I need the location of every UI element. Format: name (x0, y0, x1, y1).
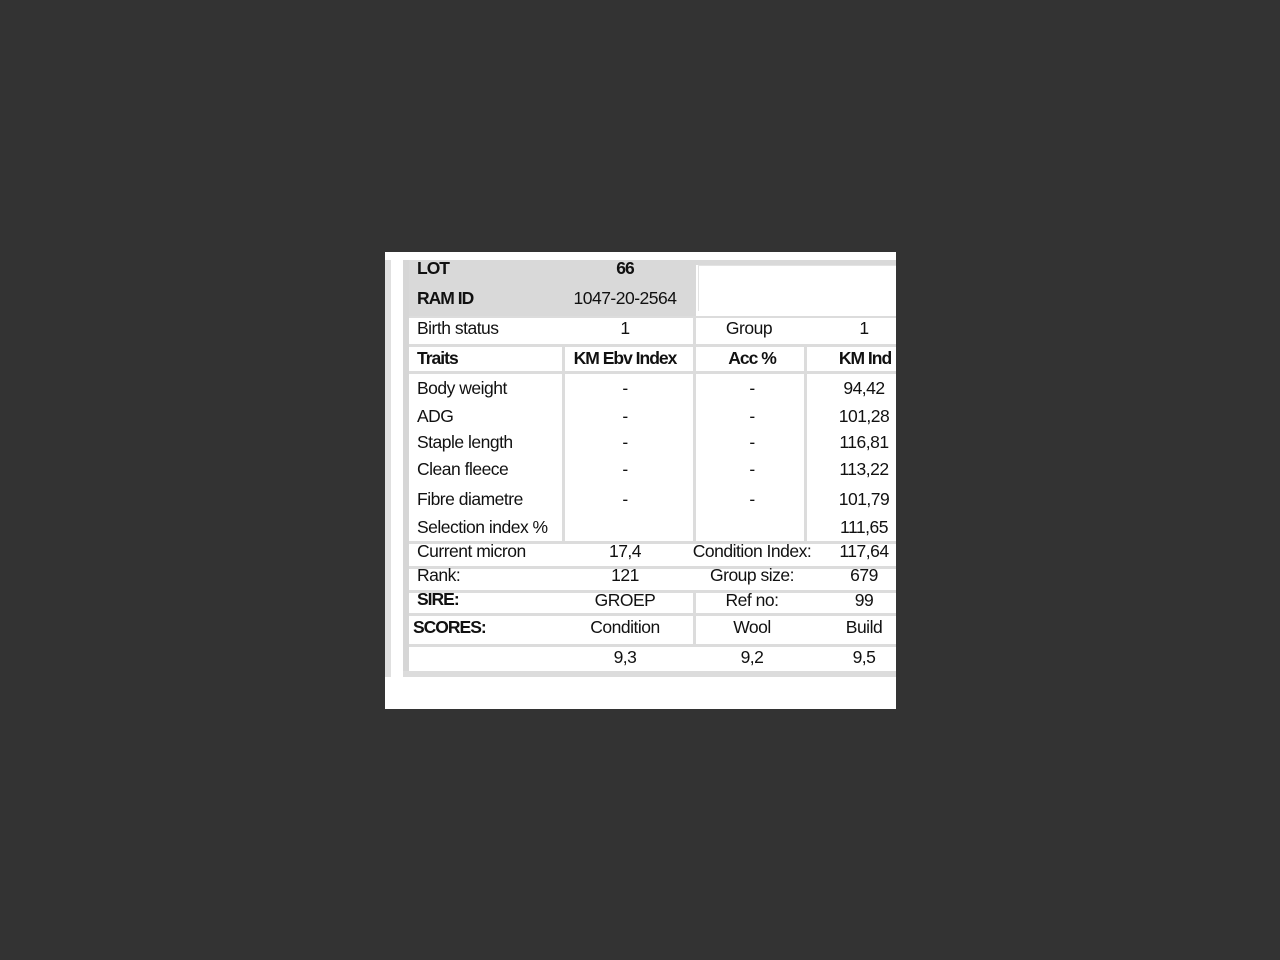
ram-id-label: RAM ID (417, 288, 474, 308)
ref-no-value: 99 (854, 590, 874, 610)
condition-index-value: 117,64 (839, 541, 889, 561)
trait-ebv: - (622, 459, 628, 479)
trait-name: Staple length (417, 432, 513, 452)
left-border (385, 260, 391, 677)
trait-km-ind: 111,65 (840, 517, 888, 537)
trait-km-ind: 113,22 (839, 459, 889, 479)
trait-name: Clean fleece (417, 459, 509, 479)
current-micron-label: Current micron (417, 541, 526, 561)
trait-name: Fibre diametre (417, 489, 523, 509)
group-label: Group (725, 318, 773, 338)
group-size-label: Group size: (710, 565, 794, 585)
trait-acc: - (749, 489, 755, 509)
birth-status-value: 1 (620, 318, 630, 338)
km-ind-header: KM Ind (838, 348, 892, 368)
trait-ebv: - (622, 378, 628, 398)
trait-km-ind: 116,81 (839, 432, 889, 452)
score-header-build: Build (845, 617, 883, 637)
trait-acc: - (749, 406, 755, 426)
trait-name: ADG (417, 406, 454, 426)
lot-number: 66 (616, 258, 634, 278)
sire-label: SIRE: (417, 589, 459, 609)
trait-km-ind: 101,28 (838, 406, 890, 426)
score-condition: 9,3 (613, 647, 637, 667)
score-wool: 9,2 (740, 647, 764, 667)
score-build: 9,5 (852, 647, 876, 667)
acc-header: Acc % (728, 348, 776, 368)
km-ebv-index-header: KM Ebv Index (573, 348, 677, 368)
score-header-wool: Wool (733, 617, 771, 637)
condition-index-label: Condition Index: (692, 541, 812, 561)
lot-label: LOT (417, 258, 449, 278)
trait-km-ind: 94,42 (843, 378, 885, 398)
trait-ebv: - (622, 406, 628, 426)
trait-name: Body weight (417, 378, 507, 398)
trait-km-ind: 101,79 (838, 489, 890, 509)
trait-name: Selection index % (417, 517, 548, 537)
gridline (409, 344, 896, 347)
trait-acc: - (749, 459, 755, 479)
sire-value: GROEP (594, 590, 656, 610)
group-value: 1 (859, 318, 869, 338)
current-micron-value: 17,4 (608, 541, 642, 561)
ref-no-label: Ref no: (725, 590, 779, 610)
gridline (403, 671, 896, 677)
header-empty-box (698, 265, 896, 311)
trait-ebv: - (622, 489, 628, 509)
trait-ebv: - (622, 432, 628, 452)
rank-label: Rank: (417, 565, 461, 585)
scores-label: SCORES: (413, 617, 486, 637)
gridline (409, 371, 896, 374)
birth-status-label: Birth status (417, 318, 499, 338)
group-size-value: 679 (850, 565, 878, 585)
trait-acc: - (749, 378, 755, 398)
traits-header: Traits (417, 348, 458, 368)
ram-id-value: 1047-20-2564 (573, 288, 677, 308)
ram-lot-card (385, 252, 896, 709)
gridline (409, 613, 896, 616)
rank-value: 121 (611, 565, 639, 585)
score-header-condition: Condition (590, 617, 660, 637)
trait-acc: - (749, 432, 755, 452)
